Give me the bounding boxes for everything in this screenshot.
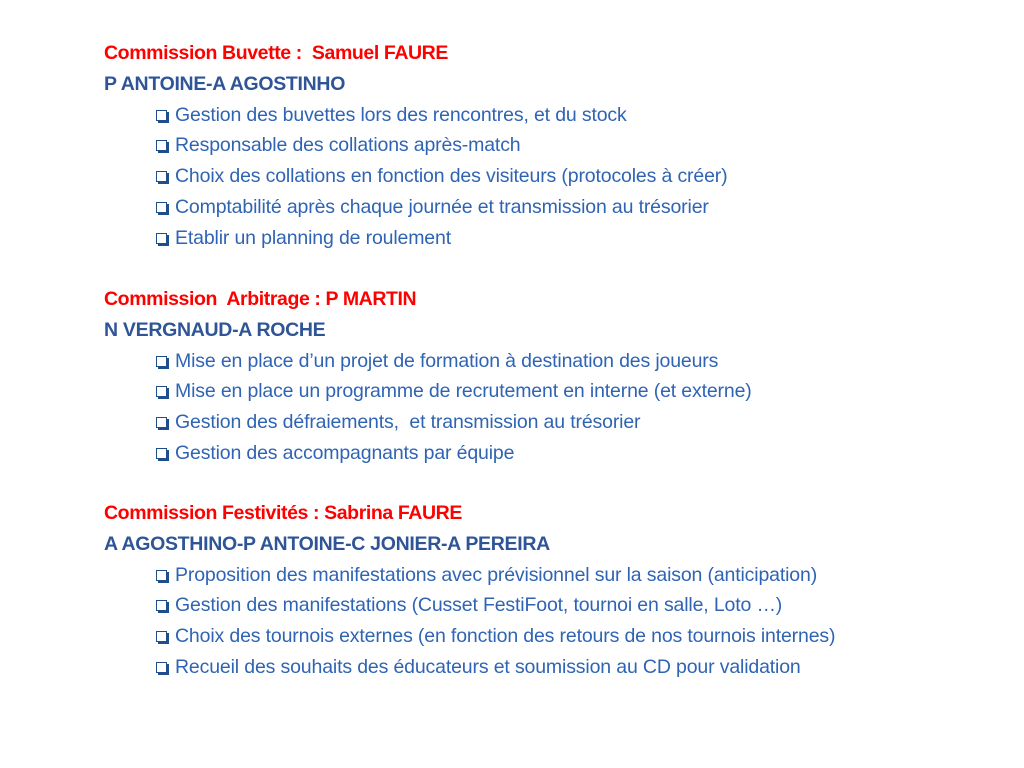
list-item-text: Mise en place un programme de recrutement en interne (et externe) — [175, 380, 752, 403]
list-item-text: Choix des collations en fonction des visiteurs (protocoles à créer) — [175, 165, 728, 188]
section-commission-festivites — [104, 498, 1004, 683]
list-item-text: Gestion des buvettes lors des rencontres, et du stock — [175, 103, 627, 126]
list-item — [104, 407, 1004, 438]
list-item — [104, 560, 1004, 591]
list-item — [104, 438, 1004, 469]
section-commission-buvette — [104, 38, 1004, 254]
checkbox-icon — [156, 448, 167, 459]
list-item-text: Gestion des défraiements, et transmission au trésorier — [175, 411, 641, 434]
checkbox-icon — [156, 631, 167, 642]
section-members — [104, 315, 1004, 346]
section-members-text: A AGOSTHINO-P ANTOINE-C JONIER-A PEREIRA — [104, 532, 550, 555]
section-members — [104, 529, 1004, 560]
section-title — [104, 498, 1004, 529]
checkbox-icon — [156, 356, 167, 367]
list-item — [104, 621, 1004, 652]
list-item-text: Mise en place d’un projet de formation à destination des joueurs — [175, 349, 719, 372]
list-item-text: Proposition des manifestations avec prévisionnel sur la saison (anticipation) — [175, 563, 818, 586]
section-members — [104, 69, 1004, 100]
list-item — [104, 192, 1004, 223]
checkbox-icon — [156, 662, 167, 673]
checkbox-icon — [156, 570, 167, 581]
list-item-text: Choix des tournois externes (en fonction des retours de nos tournois internes) — [175, 625, 836, 648]
checkbox-icon — [156, 386, 167, 397]
checkbox-icon — [156, 110, 167, 121]
checkbox-icon — [156, 140, 167, 151]
list-item-text: Etablir un planning de roulement — [175, 226, 451, 249]
section-members-text: P ANTOINE-A AGOSTINHO — [104, 72, 346, 95]
list-item — [104, 100, 1004, 131]
section-title-text: Commission Buvette : Samuel FAURE — [104, 42, 448, 64]
list-item-text: Gestion des manifestations (Cusset FestiFoot, tournoi en salle, Loto …) — [175, 594, 783, 617]
list-item-text: Responsable des collations après-match — [175, 134, 521, 157]
list-item — [104, 130, 1004, 161]
checkbox-icon — [156, 600, 167, 611]
list-item — [104, 590, 1004, 621]
section-members-text: N VERGNAUD-A ROCHE — [104, 318, 326, 341]
list-item — [104, 376, 1004, 407]
section-title — [104, 38, 1004, 69]
list-item-text: Comptabilité après chaque journée et transmission au trésorier — [175, 195, 709, 218]
section-title-text: Commission Arbitrage : P MARTIN — [104, 288, 417, 310]
checkbox-icon — [156, 171, 167, 182]
section-commission-arbitrage — [104, 284, 1004, 469]
list-item-text: Gestion des accompagnants par équipe — [175, 441, 515, 464]
list-item — [104, 346, 1004, 377]
list-item — [104, 223, 1004, 254]
list-item-text: Recueil des souhaits des éducateurs et soumission au CD pour validation — [175, 655, 801, 678]
list-item — [104, 161, 1004, 192]
section-title-text: Commission Festivités : Sabrina FAURE — [104, 502, 462, 524]
checkbox-icon — [156, 233, 167, 244]
checkbox-icon — [156, 417, 167, 428]
checkbox-icon — [156, 202, 167, 213]
list-item — [104, 652, 1004, 683]
section-title — [104, 284, 1004, 315]
